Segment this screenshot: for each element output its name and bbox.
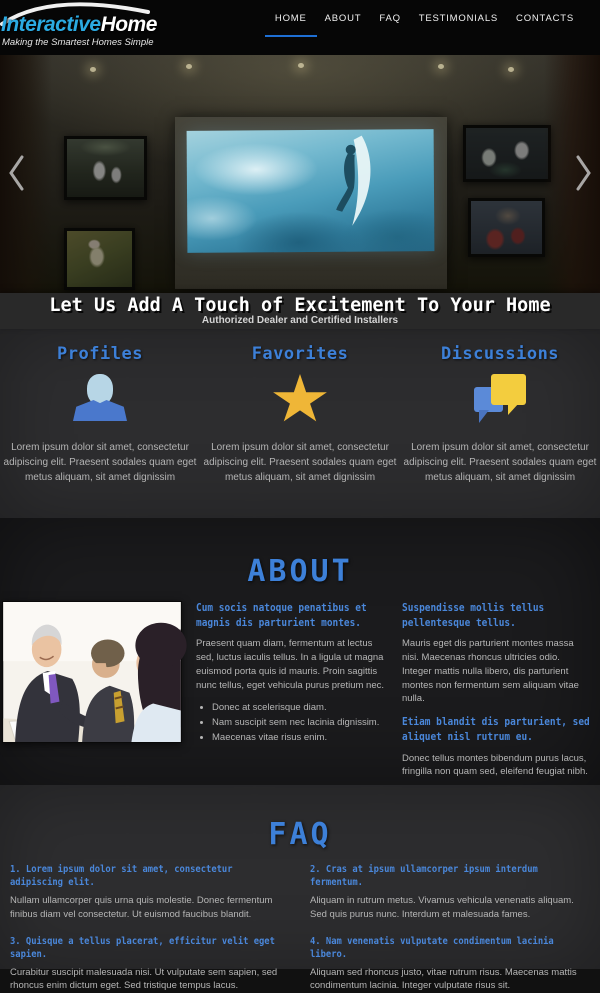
feature-text: Lorem ipsum dolor sit amet, consectetur adipiscing elit. Praesent sodales quam eget metus aliquam, sit amet dignissim bbox=[203, 442, 397, 483]
faq-answer: Curabitur suscipit malesuada nisi. Ut vulputate sem sapien, sed rhoncus enim dictum eget. Sed tristique tempus lacus. bbox=[10, 966, 278, 992]
faq-item-2 bbox=[310, 863, 590, 922]
surfer-illustration bbox=[322, 133, 387, 233]
faq-question: 1. Lorem ipsum dolor sit amet, consectetur adipiscing elit. bbox=[10, 864, 233, 888]
chevron-right-icon[interactable] bbox=[572, 153, 594, 193]
faq-section bbox=[0, 785, 600, 992]
feature-favorites bbox=[200, 344, 400, 518]
about-photo bbox=[2, 601, 182, 743]
bullet-item: • Maecenas vitae risus enim. bbox=[212, 731, 388, 746]
about-paragraph: Praesent quam diam, fermentum at lectus sed, luctus iaculis tellus. In a ligula ut magna euismod porta quis id mauris. Proin sagittis nunc tellus, eget vehicula purus pretium nec. bbox=[196, 638, 384, 691]
faq-item-4 bbox=[310, 935, 590, 993]
faq-question: 4. Nam venenatis vulputate condimentum lacinia libero. bbox=[310, 935, 554, 960]
headline-band bbox=[0, 293, 600, 329]
about-bullet-list bbox=[212, 701, 388, 745]
side-tv-basketball bbox=[64, 136, 147, 200]
hero-headline: Let Us Add A Touch of Excitement To Your Home bbox=[49, 295, 551, 316]
faq-item-1 bbox=[10, 863, 290, 922]
faq-answer: Aliquam in rutrum metus. Vivamus vehicula venenatis aliquam. Sed quis purus nunc. Interdum et malesuada fames. bbox=[310, 895, 574, 920]
faq-item-3 bbox=[10, 935, 290, 993]
feature-discussions bbox=[400, 344, 600, 518]
nav-item-contacts[interactable]: CONTACTS bbox=[516, 13, 574, 24]
main-nav bbox=[275, 13, 574, 26]
ceiling-light bbox=[508, 67, 514, 72]
features-section bbox=[0, 329, 600, 518]
logo-part1: Interactive bbox=[1, 13, 101, 36]
feature-text: Lorem ipsum dolor sit amet, consectetur adipiscing elit. Praesent sodales quam eget metus aliquam, sit amet dignissim bbox=[3, 442, 197, 483]
feature-title: Profiles bbox=[57, 344, 143, 364]
about-paragraph: Mauris eget dis parturient montes massa nisi. Maecenas rhoncus ultricies odio. Integer mattis nulla libero, dis parturient montes non fermentum sem aliquam vitae nulla. bbox=[402, 638, 579, 705]
about-paragraph: Donec tellus montes bibendum purus lacus, fringilla non quam sed, eleifend feugiat nibh. bbox=[402, 752, 588, 778]
nav-item-about[interactable]: ABOUT bbox=[324, 13, 362, 24]
logo-tagline: Making the Smartest Homes Simple bbox=[2, 37, 154, 48]
ceiling-light bbox=[90, 67, 96, 72]
nav-item-home[interactable]: HOME bbox=[274, 13, 307, 24]
nav-item-testimonials[interactable]: TESTIMONIALS bbox=[418, 13, 499, 24]
side-tv-baseball bbox=[64, 228, 135, 290]
feature-text: Lorem ipsum dolor sit amet, consectetur adipiscing elit. Praesent sodales quam eget metus aliquam, sit amet dignissim bbox=[403, 442, 597, 483]
bullet-item: • Nam suscipit sem nec lacinia dignissim. bbox=[212, 716, 388, 731]
bullet-item: • Donec at scelerisque diam. bbox=[212, 701, 388, 716]
projection-screen-image bbox=[187, 129, 435, 253]
chat-bubbles-icon bbox=[474, 374, 526, 426]
faq-question: 2. Cras at ipsum ullamcorper ipsum interdum fermentum. bbox=[310, 864, 538, 888]
ceiling-light bbox=[438, 64, 444, 69]
about-section bbox=[0, 518, 600, 785]
person-icon bbox=[73, 374, 127, 421]
ceiling-light bbox=[298, 63, 304, 68]
faq-question: 3. Quisque a tellus placerat, efficitur velit eget sapien. bbox=[10, 935, 275, 960]
feature-profiles bbox=[0, 344, 200, 518]
about-heading: Suspendisse mollis tellus pellentesque tellus. bbox=[402, 602, 545, 629]
about-column-1 bbox=[196, 601, 388, 788]
about-heading: Cum socis natoque penatibus et magnis dis parturient montes. bbox=[196, 602, 367, 629]
about-title: ABOUT bbox=[247, 554, 353, 589]
star-icon bbox=[272, 374, 328, 426]
about-heading: Etiam blandit dis parturient, sed aliquet nisl rutrum eu. bbox=[402, 716, 590, 743]
faq-title: FAQ bbox=[268, 817, 332, 852]
logo-text bbox=[1, 13, 157, 37]
hero-subheadline: Authorized Dealer and Certified Installers bbox=[201, 315, 399, 326]
nav-item-faq[interactable]: FAQ bbox=[379, 13, 401, 24]
about-column-2 bbox=[402, 601, 590, 788]
faq-answer: Nullam ullamcorper quis urna quis molestie. Donec fermentum finibus diam vel consectetur. Ut euismod faucibus blandit. bbox=[10, 895, 273, 920]
feature-title: Favorites bbox=[251, 344, 349, 364]
hero-carousel bbox=[0, 55, 600, 293]
chevron-left-icon[interactable] bbox=[6, 153, 28, 193]
ceiling-light bbox=[186, 64, 192, 69]
side-tv-football bbox=[463, 125, 551, 182]
projection-wall bbox=[175, 117, 447, 289]
faq-answer: Aliquam sed rhoncus justo, vitae rutrum risus. Maecenas mattis condimentum lacinia. Integer vulputate risus sit. bbox=[310, 966, 577, 992]
logo-part2: Home bbox=[100, 13, 157, 36]
header bbox=[0, 0, 600, 55]
side-tv-fans bbox=[468, 198, 545, 257]
feature-title: Discussions bbox=[440, 344, 560, 364]
faq-grid bbox=[0, 863, 600, 993]
